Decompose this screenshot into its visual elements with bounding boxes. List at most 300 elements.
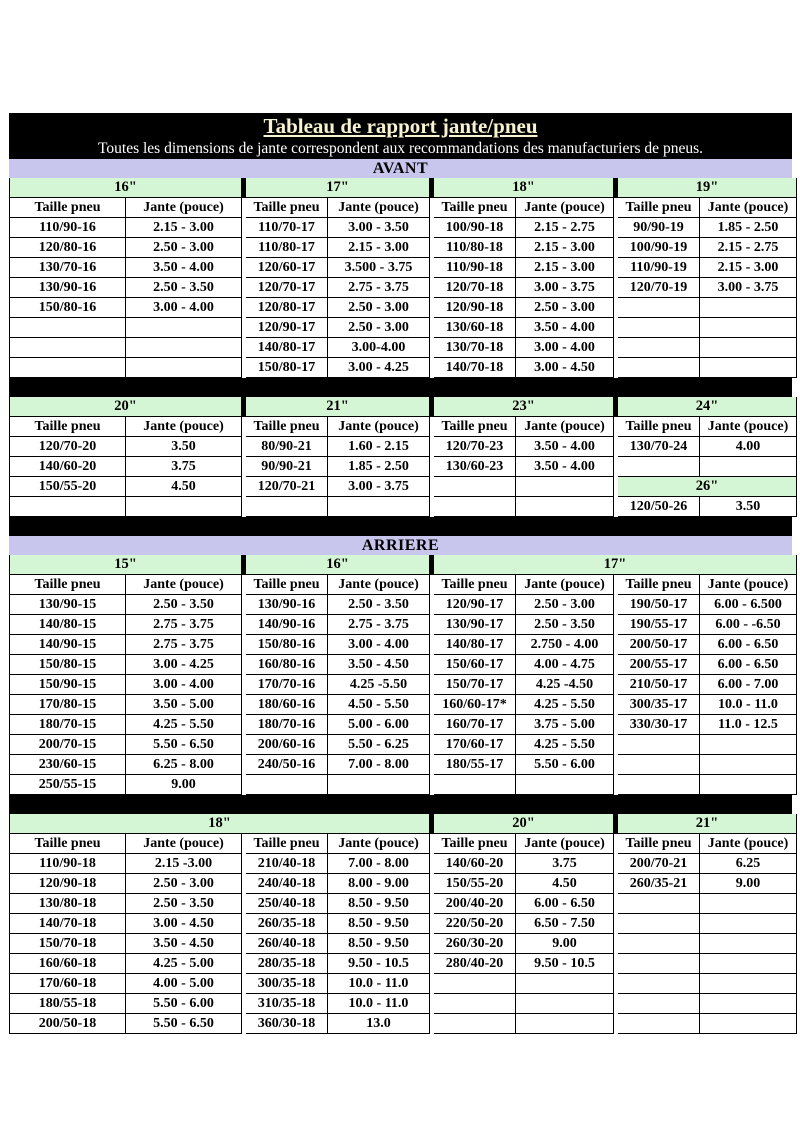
tire-size-cell [618, 994, 700, 1014]
tire-size-cell: 120/90-17 [246, 318, 328, 338]
rim-width-cell [700, 994, 797, 1014]
rim-width-header: Jante (pouce) [700, 834, 797, 854]
tire-size-cell: 120/70-18 [434, 278, 516, 298]
rim-width-cell [328, 497, 430, 517]
tire-size-cell: 130/80-18 [10, 894, 126, 914]
tire-size-cell [10, 497, 126, 517]
tire-size-header: Taille pneu [246, 834, 328, 854]
tire-size-cell [10, 358, 126, 378]
rim-width-cell: 2.50 - 3.00 [328, 298, 430, 318]
rim-width-cell: 3.50 - 5.00 [126, 695, 242, 715]
tire-size-cell: 150/80-17 [246, 358, 328, 378]
rim-width-cell [700, 914, 797, 934]
tire-size-cell: 160/60-17* [434, 695, 516, 715]
tire-size-cell: 150/80-16 [10, 298, 126, 318]
rim-size-header: 21" [246, 397, 430, 417]
tire-size-cell: 150/60-17 [434, 655, 516, 675]
rim-width-cell [700, 735, 797, 755]
rim-width-header: Jante (pouce) [126, 834, 242, 854]
rim-tire-chart [9, 113, 792, 1034]
rim-size-header: 15" [10, 555, 242, 575]
rim-width-cell: 3.00 - 4.25 [126, 655, 242, 675]
tire-size-header: Taille pneu [434, 417, 516, 437]
rim-width-cell [126, 497, 242, 517]
rim-width-header: Jante (pouce) [328, 198, 430, 218]
section-arriere: ARRIERE [9, 536, 792, 555]
rim-width-cell: 2.75 - 3.75 [328, 615, 430, 635]
tire-size-cell: 200/70-21 [618, 854, 700, 874]
tire-size-cell: 160/60-18 [10, 954, 126, 974]
rim-size-header: 16" [10, 178, 242, 198]
tire-size-cell: 160/70-17 [434, 715, 516, 735]
tire-size-cell: 140/70-18 [434, 358, 516, 378]
rim-width-cell: 3.00 - 4.00 [516, 338, 614, 358]
tire-size-cell: 90/90-19 [618, 218, 700, 238]
tire-size-cell: 240/40-18 [246, 874, 328, 894]
rim-width-cell: 2.15 - 3.00 [700, 258, 797, 278]
rim-width-cell: 3.50 [700, 497, 797, 517]
tire-size-cell: 130/70-18 [434, 338, 516, 358]
tire-size-cell: 150/80-15 [10, 655, 126, 675]
rim-width-cell: 9.50 - 10.5 [516, 954, 614, 974]
rim-width-cell [700, 457, 797, 477]
rim-size-header: 18" [434, 178, 614, 198]
rim-width-cell [700, 954, 797, 974]
tire-size-cell: 150/55-20 [10, 477, 126, 497]
tire-size-cell: 150/55-20 [434, 874, 516, 894]
chart-header [9, 113, 792, 159]
page-subtitle: Toutes les dimensions de jante correspondent aux recommandations des manufacturiers de pneus. [98, 140, 703, 157]
tire-size-cell: 180/60-16 [246, 695, 328, 715]
rim-size-header: 20" [434, 814, 614, 834]
tire-size-cell: 110/90-18 [10, 854, 126, 874]
tire-size-cell [618, 338, 700, 358]
tire-size-cell: 260/30-20 [434, 934, 516, 954]
tire-size-cell: 120/90-18 [434, 298, 516, 318]
tire-size-cell: 130/70-24 [618, 437, 700, 457]
tire-size-cell: 250/55-15 [10, 775, 126, 795]
rim-size-header: 19" [618, 178, 797, 198]
tire-size-cell [618, 775, 700, 795]
rim-width-cell: 3.50 [126, 437, 242, 457]
rim-width-cell: 2.50 - 3.00 [516, 298, 614, 318]
rim-width-cell: 3.00 - 4.25 [328, 358, 430, 378]
tire-size-cell: 160/80-16 [246, 655, 328, 675]
rim-width-header: Jante (pouce) [700, 575, 797, 595]
tire-size-cell: 260/35-21 [618, 874, 700, 894]
rim-size-header: 18" [10, 814, 430, 834]
rim-width-cell [516, 497, 614, 517]
rim-width-cell: 3.50 - 4.50 [126, 934, 242, 954]
rim-width-cell: 11.0 - 12.5 [700, 715, 797, 735]
rim-size-header: 23" [434, 397, 614, 417]
rim-width-header: Jante (pouce) [328, 417, 430, 437]
tire-size-cell: 200/50-17 [618, 635, 700, 655]
tire-size-cell [434, 1014, 516, 1034]
rim-width-cell [700, 775, 797, 795]
tire-size-cell: 150/90-15 [10, 675, 126, 695]
tire-size-cell: 120/90-18 [10, 874, 126, 894]
rim-width-cell: 3.50 - 4.00 [516, 318, 614, 338]
rim-width-cell: 8.50 - 9.50 [328, 914, 430, 934]
tire-size-header: Taille pneu [10, 417, 126, 437]
rim-width-cell: 3.00 - 3.75 [328, 477, 430, 497]
tire-size-cell: 310/35-18 [246, 994, 328, 1014]
tire-size-cell: 330/30-17 [618, 715, 700, 735]
rim-width-cell: 3.50 - 4.50 [328, 655, 430, 675]
tire-size-cell: 130/90-16 [10, 278, 126, 298]
rim-width-cell: 9.00 [700, 874, 797, 894]
rim-width-cell: 2.15 -3.00 [126, 854, 242, 874]
rim-width-cell: 1.85 - 2.50 [328, 457, 430, 477]
rim-width-cell [700, 318, 797, 338]
rim-width-cell: 4.50 [126, 477, 242, 497]
tire-size-cell: 260/40-18 [246, 934, 328, 954]
tire-size-cell: 120/70-23 [434, 437, 516, 457]
rim-width-cell: 4.25 - 5.50 [516, 695, 614, 715]
tire-size-cell: 200/60-16 [246, 735, 328, 755]
rim-width-cell: 6.50 - 7.50 [516, 914, 614, 934]
tire-size-cell [618, 755, 700, 775]
rim-width-cell: 2.50 - 3.50 [126, 278, 242, 298]
rim-width-cell: 10.0 - 11.0 [700, 695, 797, 715]
tire-size-cell: 110/80-17 [246, 238, 328, 258]
rim-width-header: Jante (pouce) [516, 198, 614, 218]
tire-size-cell: 210/50-17 [618, 675, 700, 695]
rim-width-cell: 5.50 - 6.50 [126, 735, 242, 755]
tire-size-cell: 220/50-20 [434, 914, 516, 934]
rim-width-cell: 10.0 - 11.0 [328, 994, 430, 1014]
tire-size-cell: 110/90-16 [10, 218, 126, 238]
rim-width-cell [328, 775, 430, 795]
tire-size-cell: 110/90-19 [618, 258, 700, 278]
tire-size-cell: 200/40-20 [434, 894, 516, 914]
rim-width-cell [700, 974, 797, 994]
tire-size-cell [434, 775, 516, 795]
tire-size-cell [618, 298, 700, 318]
tire-size-header: Taille pneu [10, 198, 126, 218]
rim-width-cell: 2.50 - 3.50 [126, 894, 242, 914]
rim-width-cell [516, 1014, 614, 1034]
rim-width-cell: 2.15 - 2.75 [516, 218, 614, 238]
tire-size-header: Taille pneu [618, 575, 700, 595]
tire-size-cell [246, 775, 328, 795]
tire-size-cell: 120/70-21 [246, 477, 328, 497]
rim-width-cell [700, 1014, 797, 1034]
rim-width-cell: 3.50 - 4.00 [516, 437, 614, 457]
rim-width-cell [700, 934, 797, 954]
tire-size-cell [618, 894, 700, 914]
rim-width-cell: 1.85 - 2.50 [700, 218, 797, 238]
tire-size-cell: 140/60-20 [10, 457, 126, 477]
tire-size-header: Taille pneu [434, 198, 516, 218]
tire-size-cell: 140/80-17 [246, 338, 328, 358]
tire-size-cell [618, 954, 700, 974]
tire-size-cell [618, 735, 700, 755]
rim-width-header: Jante (pouce) [516, 575, 614, 595]
rim-width-cell [516, 974, 614, 994]
tire-size-cell: 130/90-16 [246, 595, 328, 615]
rim-width-cell: 4.25 -5.50 [328, 675, 430, 695]
rim-width-header: Jante (pouce) [126, 198, 242, 218]
tire-size-cell: 130/60-18 [434, 318, 516, 338]
tire-size-cell: 140/90-15 [10, 635, 126, 655]
tire-size-cell [618, 1014, 700, 1034]
tire-size-cell [618, 358, 700, 378]
tire-size-cell: 140/90-16 [246, 615, 328, 635]
arriere-table-2 [9, 814, 792, 1034]
arriere-table-1 [9, 555, 792, 795]
rim-width-cell: 6.25 [700, 854, 797, 874]
tire-size-cell: 180/55-18 [10, 994, 126, 1014]
rim-width-cell: 13.0 [328, 1014, 430, 1034]
rim-width-cell [700, 298, 797, 318]
tire-size-cell [434, 477, 516, 497]
tire-size-cell: 100/90-19 [618, 238, 700, 258]
rim-width-cell: 10.0 - 11.0 [328, 974, 430, 994]
rim-width-cell: 8.50 - 9.50 [328, 934, 430, 954]
rim-size-header: 26" [618, 477, 797, 497]
rim-width-cell: 3.75 [126, 457, 242, 477]
tire-size-cell: 120/70-19 [618, 278, 700, 298]
tire-size-cell: 120/90-17 [434, 595, 516, 615]
rim-size-header: 20" [10, 397, 242, 417]
tire-size-cell: 230/60-15 [10, 755, 126, 775]
tire-size-cell: 80/90-21 [246, 437, 328, 457]
divider-bar [9, 378, 792, 397]
rim-width-cell [126, 338, 242, 358]
tire-size-header: Taille pneu [10, 834, 126, 854]
rim-width-cell: 3.00 - 4.00 [328, 635, 430, 655]
tire-size-cell: 200/55-17 [618, 655, 700, 675]
tire-size-cell: 200/50-18 [10, 1014, 126, 1034]
rim-width-cell: 6.00 - 6.50 [700, 635, 797, 655]
rim-width-cell: 2.75 - 3.75 [328, 278, 430, 298]
tire-size-cell: 120/70-20 [10, 437, 126, 457]
rim-width-cell [700, 894, 797, 914]
tire-size-cell: 110/90-18 [434, 258, 516, 278]
tire-size-cell: 170/80-15 [10, 695, 126, 715]
rim-width-cell: 2.15 - 3.00 [126, 218, 242, 238]
rim-width-cell: 6.00 - 6.50 [516, 894, 614, 914]
rim-width-cell: 2.15 - 3.00 [516, 258, 614, 278]
tire-size-cell: 130/90-15 [10, 595, 126, 615]
rim-width-cell: 4.25 - 5.50 [126, 715, 242, 735]
rim-width-cell: 6.00 - 7.00 [700, 675, 797, 695]
rim-width-cell: 6.00 - 6.500 [700, 595, 797, 615]
rim-width-cell: 2.15 - 3.00 [516, 238, 614, 258]
section-avant: AVANT [9, 159, 792, 178]
tire-size-cell: 150/70-17 [434, 675, 516, 695]
tire-size-cell: 360/30-18 [246, 1014, 328, 1034]
rim-width-cell: 3.00 - 3.75 [516, 278, 614, 298]
tire-size-cell [618, 318, 700, 338]
rim-width-cell: 2.50 - 3.00 [516, 595, 614, 615]
tire-size-header: Taille pneu [434, 834, 516, 854]
rim-width-cell: 9.00 [516, 934, 614, 954]
tire-size-cell: 130/90-17 [434, 615, 516, 635]
tire-size-cell: 130/70-16 [10, 258, 126, 278]
rim-width-header: Jante (pouce) [126, 575, 242, 595]
tire-size-cell: 210/40-18 [246, 854, 328, 874]
rim-width-cell: 3.75 - 5.00 [516, 715, 614, 735]
avant-table-2 [9, 397, 792, 517]
tire-size-cell: 170/60-17 [434, 735, 516, 755]
tire-size-cell: 140/60-20 [434, 854, 516, 874]
rim-width-cell: 4.00 - 5.00 [126, 974, 242, 994]
rim-width-cell: 5.00 - 6.00 [328, 715, 430, 735]
tire-size-cell: 140/70-18 [10, 914, 126, 934]
tire-size-cell [10, 338, 126, 358]
tire-size-header: Taille pneu [618, 834, 700, 854]
rim-width-cell: 8.00 - 9.00 [328, 874, 430, 894]
rim-size-header: 16" [246, 555, 430, 575]
tire-size-cell: 300/35-17 [618, 695, 700, 715]
rim-width-cell [516, 994, 614, 1014]
tire-size-cell: 110/80-18 [434, 238, 516, 258]
rim-width-cell: 3.00 - 3.50 [328, 218, 430, 238]
tire-size-cell: 150/70-18 [10, 934, 126, 954]
tire-size-cell: 120/60-17 [246, 258, 328, 278]
rim-width-cell: 2.15 - 2.75 [700, 238, 797, 258]
rim-width-header: Jante (pouce) [328, 575, 430, 595]
tire-size-header: Taille pneu [246, 198, 328, 218]
tire-size-cell: 140/80-15 [10, 615, 126, 635]
rim-width-header: Jante (pouce) [126, 417, 242, 437]
rim-width-cell: 3.00 - 4.00 [126, 298, 242, 318]
tire-size-cell: 120/80-16 [10, 238, 126, 258]
tire-size-header: Taille pneu [618, 417, 700, 437]
rim-width-cell [700, 358, 797, 378]
tire-size-cell: 250/40-18 [246, 894, 328, 914]
rim-width-header: Jante (pouce) [700, 417, 797, 437]
rim-width-cell: 2.50 - 3.00 [126, 238, 242, 258]
rim-width-cell: 3.00 - 4.50 [126, 914, 242, 934]
rim-width-header: Jante (pouce) [328, 834, 430, 854]
tire-size-cell [434, 994, 516, 1014]
tire-size-cell: 280/35-18 [246, 954, 328, 974]
divider-bar [9, 795, 792, 814]
tire-size-cell: 200/70-15 [10, 735, 126, 755]
rim-width-cell [516, 477, 614, 497]
tire-size-cell: 260/35-18 [246, 914, 328, 934]
rim-width-cell: 3.00 - 4.00 [126, 675, 242, 695]
tire-size-cell [434, 974, 516, 994]
tire-size-cell: 120/50-26 [618, 497, 700, 517]
tire-size-header: Taille pneu [618, 198, 700, 218]
rim-size-header: 17" [246, 178, 430, 198]
rim-width-cell: 3.500 - 3.75 [328, 258, 430, 278]
tire-size-header: Taille pneu [10, 575, 126, 595]
tire-size-cell: 130/60-23 [434, 457, 516, 477]
rim-width-cell: 3.00 - 4.50 [516, 358, 614, 378]
tire-size-cell [10, 318, 126, 338]
rim-width-cell: 4.50 [516, 874, 614, 894]
rim-width-cell: 2.75 - 3.75 [126, 635, 242, 655]
tire-size-cell: 190/55-17 [618, 615, 700, 635]
tire-size-cell: 140/80-17 [434, 635, 516, 655]
rim-width-cell: 9.50 - 10.5 [328, 954, 430, 974]
rim-width-cell: 3.00-4.00 [328, 338, 430, 358]
tire-size-cell: 170/70-16 [246, 675, 328, 695]
rim-width-cell: 3.50 - 4.00 [516, 457, 614, 477]
rim-width-cell: 7.00 - 8.00 [328, 854, 430, 874]
rim-width-cell: 5.50 - 6.00 [516, 755, 614, 775]
rim-width-cell [516, 775, 614, 795]
rim-size-header: 17" [434, 555, 797, 575]
tire-size-cell [618, 974, 700, 994]
page-title: Tableau de rapport jante/pneu [263, 114, 538, 138]
avant-table-1 [9, 178, 792, 378]
tire-size-cell: 180/55-17 [434, 755, 516, 775]
rim-width-cell: 3.00 - 3.75 [700, 278, 797, 298]
rim-width-cell [126, 318, 242, 338]
rim-width-cell: 5.50 - 6.25 [328, 735, 430, 755]
rim-width-header: Jante (pouce) [516, 417, 614, 437]
rim-width-cell: 4.00 - 4.75 [516, 655, 614, 675]
rim-width-header: Jante (pouce) [700, 198, 797, 218]
tire-size-cell [618, 457, 700, 477]
tire-size-cell [434, 497, 516, 517]
tire-size-cell: 120/70-17 [246, 278, 328, 298]
rim-width-cell: 4.00 [700, 437, 797, 457]
rim-width-cell: 1.60 - 2.15 [328, 437, 430, 457]
tire-size-cell [246, 497, 328, 517]
rim-width-cell [126, 358, 242, 378]
tire-size-cell: 180/70-16 [246, 715, 328, 735]
rim-width-cell: 6.25 - 8.00 [126, 755, 242, 775]
rim-width-cell: 4.25 -4.50 [516, 675, 614, 695]
rim-width-cell: 8.50 - 9.50 [328, 894, 430, 914]
tire-size-cell [618, 934, 700, 954]
rim-width-cell: 6.00 - -6.50 [700, 615, 797, 635]
tire-size-cell: 170/60-18 [10, 974, 126, 994]
rim-width-cell: 2.50 - 3.50 [328, 595, 430, 615]
rim-width-cell: 5.50 - 6.00 [126, 994, 242, 1014]
rim-width-cell: 4.50 - 5.50 [328, 695, 430, 715]
tire-size-header: Taille pneu [246, 575, 328, 595]
rim-width-header: Jante (pouce) [516, 834, 614, 854]
tire-size-cell: 280/40-20 [434, 954, 516, 974]
rim-width-cell: 2.75 - 3.75 [126, 615, 242, 635]
tire-size-cell: 120/80-17 [246, 298, 328, 318]
rim-width-cell: 7.00 - 8.00 [328, 755, 430, 775]
tire-size-cell: 100/90-18 [434, 218, 516, 238]
rim-width-cell: 2.50 - 3.50 [516, 615, 614, 635]
rim-width-cell: 5.50 - 6.50 [126, 1014, 242, 1034]
tire-size-header: Taille pneu [434, 575, 516, 595]
rim-width-cell [700, 755, 797, 775]
divider-bar [9, 517, 792, 536]
tire-size-cell: 150/80-16 [246, 635, 328, 655]
tire-size-cell [618, 914, 700, 934]
tire-size-cell: 190/50-17 [618, 595, 700, 615]
rim-size-header: 21" [618, 814, 797, 834]
rim-width-cell [700, 338, 797, 358]
tire-size-cell: 300/35-18 [246, 974, 328, 994]
rim-width-cell: 2.50 - 3.00 [126, 874, 242, 894]
rim-width-cell: 3.75 [516, 854, 614, 874]
rim-width-cell: 2.50 - 3.50 [126, 595, 242, 615]
tire-size-cell: 180/70-15 [10, 715, 126, 735]
rim-width-cell: 4.25 - 5.50 [516, 735, 614, 755]
rim-width-cell: 2.750 - 4.00 [516, 635, 614, 655]
tire-size-cell: 240/50-16 [246, 755, 328, 775]
rim-size-header: 24" [618, 397, 797, 417]
rim-width-cell: 4.25 - 5.00 [126, 954, 242, 974]
rim-width-cell: 2.50 - 3.00 [328, 318, 430, 338]
rim-width-cell: 6.00 - 6.50 [700, 655, 797, 675]
